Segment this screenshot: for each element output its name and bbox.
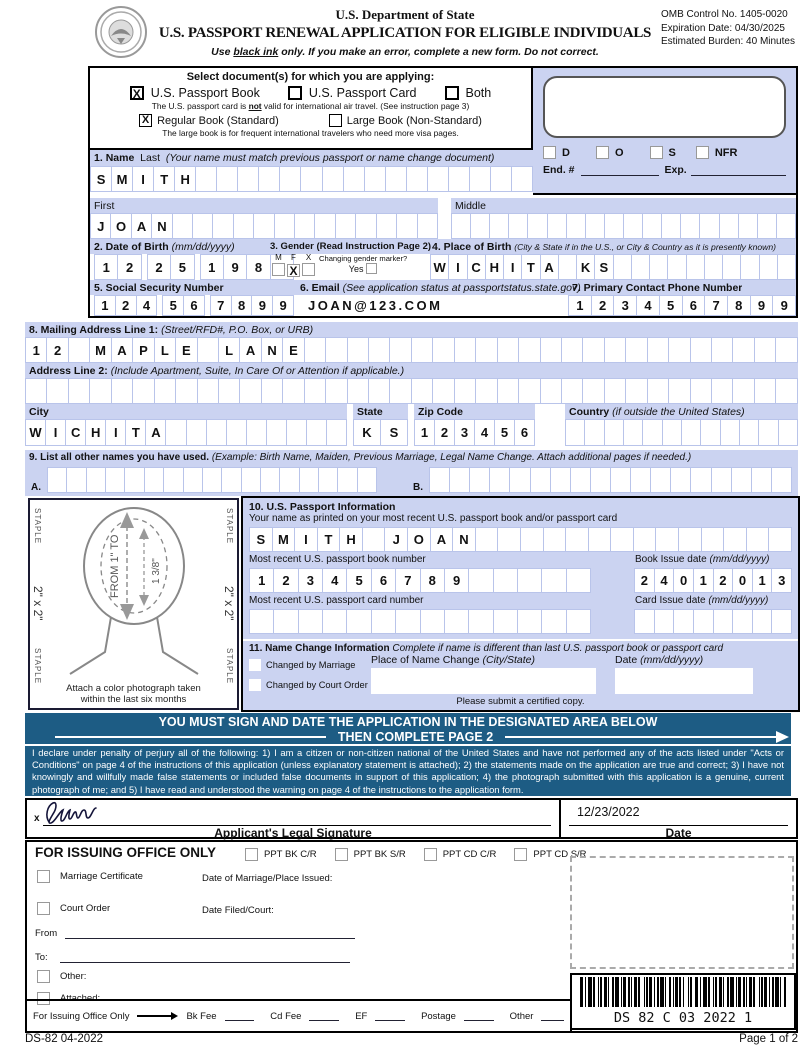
court-order-checkbox[interactable]	[37, 902, 50, 915]
ppt-bk-sr-label: PPT BK S/R	[353, 849, 406, 860]
from-field[interactable]	[65, 929, 355, 939]
other-name-b-label: B.	[413, 482, 423, 493]
other-name-a-field[interactable]	[47, 467, 377, 493]
book-number-label: Most recent U.S. passport book number	[249, 554, 426, 565]
zip-field[interactable]: 1 2 3 4 5 6	[414, 419, 535, 446]
postage-label: Postage	[421, 1010, 456, 1022]
country-header: Country (if outside the United States)	[565, 404, 798, 419]
marriage-certificate-checkbox[interactable]	[37, 870, 50, 883]
both-checkbox[interactable]	[445, 86, 459, 100]
from-label: From	[35, 928, 58, 939]
top-form-box	[88, 66, 798, 318]
card-note: The U.S. passport card is not valid for international air travel. (See instruction page 3)	[151, 101, 470, 111]
city-field[interactable]: W I C H I T A	[25, 419, 347, 446]
dob-field[interactable]: 1 2 2 5 1 9 8	[94, 254, 294, 280]
signature-caption: Applicant's Legal Signature	[214, 826, 372, 840]
ppt-cd-cr-label: PPT CD C/R	[442, 849, 497, 860]
other-fee-label: Other	[509, 1010, 534, 1022]
staple-label-bottom-left: STAPLE	[33, 647, 42, 684]
address2-header: Address Line 2: (Include Apartment, Suite, In Care Of or Attention if applicable.)	[25, 363, 798, 378]
head-silhouette-diagram	[64, 502, 206, 678]
ppt-cd-sr-label: PPT CD S/R	[533, 849, 587, 860]
name-change-header: 11. Name Change Information Complete if name is different than last U.S. passport book or passport card	[249, 643, 724, 654]
passport-info-sub: Your name as printed on your most recent U.S. passport book and/or passport card	[249, 513, 618, 524]
ppt-cd-cr-checkbox[interactable]	[424, 848, 437, 861]
staple-label-top-right: STAPLE	[225, 508, 234, 545]
address1-field[interactable]: 1 2 M A P L E L A N E	[25, 337, 798, 363]
dob-label: 2. Date of Birth (mm/dd/yyyy)	[94, 241, 235, 253]
gender-yes-label: Yes	[348, 263, 364, 274]
svg-text:1 3/8": 1 3/8"	[151, 558, 162, 584]
photo-size-left: 2" x 2"	[31, 586, 45, 621]
email-label: 6. Email (See application status at passportstatus.state.gov)	[300, 282, 581, 294]
office-stamp-area	[570, 856, 794, 969]
first-name-field[interactable]: J O A N	[90, 213, 438, 239]
passport-book-checkbox[interactable]: X	[130, 86, 144, 100]
card-date-field[interactable]	[634, 609, 792, 634]
book-number-field[interactable]: 1 2 3 4 5 6 7 8 9	[249, 568, 591, 593]
changed-by-marriage-label: Changed by Marriage	[266, 660, 356, 670]
changed-by-marriage-checkbox[interactable]	[249, 659, 261, 671]
book-date-label: Book Issue date (mm/dd/yyyy)	[635, 554, 770, 565]
fee-strip	[27, 999, 572, 1031]
svg-text:FROM 1" TO: FROM 1" TO	[109, 534, 121, 598]
row-2-3-4-header	[90, 239, 796, 254]
staple-label-top-left: STAPLE	[33, 508, 42, 545]
changed-by-court-checkbox[interactable]	[249, 679, 261, 691]
large-book-label: Large Book (Non-Standard)	[346, 114, 482, 127]
changed-by-marriage-row	[249, 659, 355, 671]
changed-by-court-label: Changed by Court Order	[266, 680, 368, 690]
from-row	[35, 928, 355, 939]
office-label-area	[543, 76, 786, 138]
end-number-field[interactable]	[581, 166, 659, 176]
fee-intro-label: For Issuing Office Only	[33, 1010, 130, 1022]
card-number-field[interactable]	[249, 609, 591, 634]
photo-size-right: 2" x 2"	[222, 586, 236, 621]
passport-card-label: U.S. Passport Card	[308, 86, 417, 100]
endorsement-s-checkbox[interactable]	[650, 146, 663, 159]
postage-field[interactable]	[464, 1011, 494, 1021]
date-area[interactable]	[561, 800, 796, 840]
changed-by-court-row	[249, 679, 368, 691]
name-change-date-label: Date (mm/dd/yyyy)	[615, 654, 704, 666]
page-indicator: Page 1 of 2	[739, 1033, 798, 1045]
perjury-declaration: I declare under penalty of perjury all of the following: 1) I am a citizen or non-citizen national of the United States and have not performed any of the acts listed under "Acts or Conditions" on page 4 of the instructions of this application (unless explanatory statement is attached); 2) the statements made on the application are true and correct; 3) I have not knowingly and willfully made false statements or included false documents in support of this application; 4) the photograph submitted with this application is a genuine, current photograph of me; and 5) I have read and understood the warning on page 4 of the instructions to the application form.	[25, 746, 791, 796]
exp-label: Exp.	[664, 164, 687, 176]
banner-arrow-icon	[776, 731, 789, 743]
city-header: City	[25, 404, 347, 419]
address1-header: 8. Mailing Address Line 1: (Street/RFD#, P.O. Box, or URB)	[25, 322, 798, 337]
document-select-section	[90, 68, 533, 150]
gender-f-label: F	[291, 253, 296, 262]
end-number-label: End. #	[543, 164, 575, 176]
regular-book-checkbox[interactable]: X	[139, 114, 152, 127]
sign-and-date-banner	[25, 713, 791, 744]
omb-burden: Estimated Burden: 40 Minutes	[661, 36, 795, 47]
photo-attach-box	[28, 498, 239, 710]
endorsement-nfr-label: NFR	[714, 146, 738, 159]
phone-label: 7. Primary Contact Phone Number	[572, 282, 743, 294]
endorsement-d-checkbox[interactable]	[543, 146, 556, 159]
ef-label: EF	[355, 1010, 368, 1022]
barcode-box	[570, 973, 796, 1030]
omb-block	[661, 8, 805, 49]
staple-label-bottom-right: STAPLE	[225, 647, 234, 684]
header-department: U.S. Department of State	[335, 7, 475, 22]
date-caption: Date	[665, 826, 692, 840]
signature-date-value: 12/23/2022	[577, 805, 640, 819]
banner-line1: YOU MUST SIGN AND DATE THE APPLICATION IN THE DESIGNATED AREA BELOW	[158, 715, 658, 729]
ppt-bk-cr-label: PPT BK C/R	[264, 849, 317, 860]
endorsement-o-label: O	[614, 146, 624, 159]
marriage-date-label: Date of Marriage/Place Issued:	[202, 873, 333, 884]
phone-field[interactable]: 1 2 3 4 5 6 7 8 9 9	[568, 295, 796, 316]
large-book-checkbox[interactable]	[329, 114, 342, 127]
both-label: Both	[465, 86, 492, 100]
other-names-header: 9. List all other names you have used. (Example: Birth Name, Maiden, Previous Marriage, Legal Name Change. Attach additional pages if needed.)	[25, 450, 798, 464]
endorsement-nfr-checkbox[interactable]	[696, 146, 709, 159]
gender-marker-question: Changing gender marker?	[319, 254, 408, 263]
barcode-text: DS 82 C 03 2022 1	[613, 1010, 753, 1026]
certified-copy-note: Please submit a certified copy.	[456, 696, 585, 707]
applicant-signature-scribble	[41, 798, 136, 828]
department-of-state-seal-icon	[94, 5, 148, 59]
signature-area[interactable]	[27, 800, 561, 840]
passport-info-header: 10. U.S. Passport Information	[249, 501, 396, 513]
gender-x-checkbox[interactable]	[302, 263, 315, 276]
to-row	[35, 952, 350, 963]
ssn-label: 5. Social Security Number	[94, 282, 224, 294]
name-change-section	[243, 641, 798, 710]
card-date-label: Card Issue date (mm/dd/yyyy)	[635, 595, 769, 606]
endorsement-o-checkbox[interactable]	[596, 146, 609, 159]
issuing-office-box	[25, 840, 798, 1033]
cd-fee-label: Cd Fee	[270, 1010, 302, 1022]
mailing-address-section	[25, 322, 798, 446]
gender-label: 3. Gender (Read Instruction Page 2)	[270, 241, 432, 252]
cd-fee-field[interactable]	[309, 1011, 339, 1021]
ppt-cd-sr-checkbox[interactable]	[514, 848, 527, 861]
country-field[interactable]	[565, 419, 798, 446]
book-date-field[interactable]: 2 4 0 1 2 0 1 3	[634, 568, 792, 593]
banner-rule-right	[505, 736, 776, 738]
barcode-icon	[580, 977, 786, 1007]
endorsement-s-label: S	[668, 146, 676, 159]
email-field[interactable]: JOAN@123.COM	[300, 295, 562, 316]
marriage-certificate-label: Marriage Certificate	[60, 871, 143, 882]
bk-fee-field[interactable]	[225, 1011, 255, 1021]
fee-arrow-icon	[137, 1012, 178, 1020]
office-endorsement-panel	[533, 68, 796, 195]
large-book-note: The large book is for frequent international travelers who need more visa pages.	[162, 128, 459, 138]
zip-header: Zip Code	[414, 404, 535, 419]
place-of-name-change-label: Place of Name Change (City/State)	[371, 654, 536, 666]
ppt-bk-cr-checkbox[interactable]	[245, 848, 258, 861]
gender-m-checkbox[interactable]	[272, 263, 285, 276]
court-order-label: Court Order	[60, 903, 111, 914]
state-field[interactable]: K S	[353, 419, 408, 446]
court-date-label: Date Filed/Court:	[202, 905, 274, 916]
endorsement-d-label: D	[562, 146, 570, 159]
middle-name-header: Middle	[451, 198, 796, 213]
gender-f-checkbox[interactable]: X	[287, 264, 300, 277]
other-label: Other:	[60, 971, 87, 982]
other-name-a-label: A.	[31, 482, 41, 493]
other-row	[37, 970, 86, 983]
row-5-6-7-header	[90, 280, 796, 295]
state-header: State	[353, 404, 408, 419]
place-of-name-change-field[interactable]	[371, 668, 596, 694]
other-names-section	[25, 450, 798, 496]
pob-label: 4. Place of Birth (City & State if in the U.S., or City & Country as it is presently known)	[432, 241, 777, 253]
passport-info-container	[241, 496, 800, 712]
name-change-date-field[interactable]	[615, 668, 753, 694]
name-section-header: 1. Name Last (Your name must match previous passport or name change document)	[90, 150, 533, 166]
exp-field[interactable]	[691, 166, 786, 176]
banner-line2: THEN COMPLETE PAGE 2	[337, 730, 494, 744]
form-title: U.S. PASSPORT RENEWAL APPLICATION FOR ELIGIBLE INDIVIDUALS	[158, 25, 652, 41]
marriage-certificate-row	[37, 870, 143, 883]
bk-fee-label: Bk Fee	[186, 1010, 217, 1022]
address2-field[interactable]	[25, 378, 798, 404]
passport-name-field[interactable]: S M I T H J O A N	[249, 527, 792, 552]
first-name-header: First	[90, 198, 438, 213]
pob-field[interactable]: W I C H I T A K S	[430, 254, 796, 280]
other-checkbox[interactable]	[37, 970, 50, 983]
ssn-field[interactable]: 1 2 4 5 6 7 8 9 9	[94, 295, 294, 316]
passport-card-checkbox[interactable]	[288, 86, 302, 100]
omb-expiration: Expiration Date: 04/30/2025	[661, 22, 785, 34]
middle-name-field[interactable]	[451, 213, 796, 239]
ink-instruction: Use black ink only. If you make an error, complete a new form. Do not correct.	[211, 46, 599, 58]
omb-control: OMB Control No. 1405-0020	[661, 9, 788, 20]
to-field[interactable]	[60, 953, 350, 963]
photo-caption: Attach a color photograph taken within the last six months	[66, 683, 201, 705]
gender-field	[272, 254, 426, 280]
ef-field[interactable]	[375, 1011, 405, 1021]
passport-info-section	[243, 498, 798, 639]
banner-rule-left	[55, 736, 326, 738]
regular-book-label: Regular Book (Standard)	[157, 114, 279, 127]
passport-book-label: U.S. Passport Book	[150, 86, 260, 100]
card-number-label: Most recent U.S. passport card number	[249, 595, 424, 606]
ppt-options-row	[245, 848, 587, 861]
form-number: DS-82 04-2022	[25, 1033, 103, 1045]
gender-yes-checkbox[interactable]	[366, 263, 377, 274]
signature-box	[25, 798, 798, 839]
signature-x-label: x	[34, 813, 40, 824]
issuing-office-title: FOR ISSUING OFFICE ONLY	[35, 845, 217, 860]
other-fee-field[interactable]	[541, 1011, 564, 1021]
other-name-b-field[interactable]	[429, 467, 792, 493]
to-label: To:	[35, 952, 48, 963]
gender-m-label: M	[275, 253, 282, 262]
gender-x-label: X	[305, 253, 312, 262]
doc-select-heading: Select document(s) for which you are applying:	[186, 71, 435, 83]
attached-label: Attached:	[60, 993, 101, 1004]
court-order-row	[37, 902, 110, 915]
ppt-bk-sr-checkbox[interactable]	[335, 848, 348, 861]
last-name-field[interactable]: S M I T H	[90, 166, 533, 192]
